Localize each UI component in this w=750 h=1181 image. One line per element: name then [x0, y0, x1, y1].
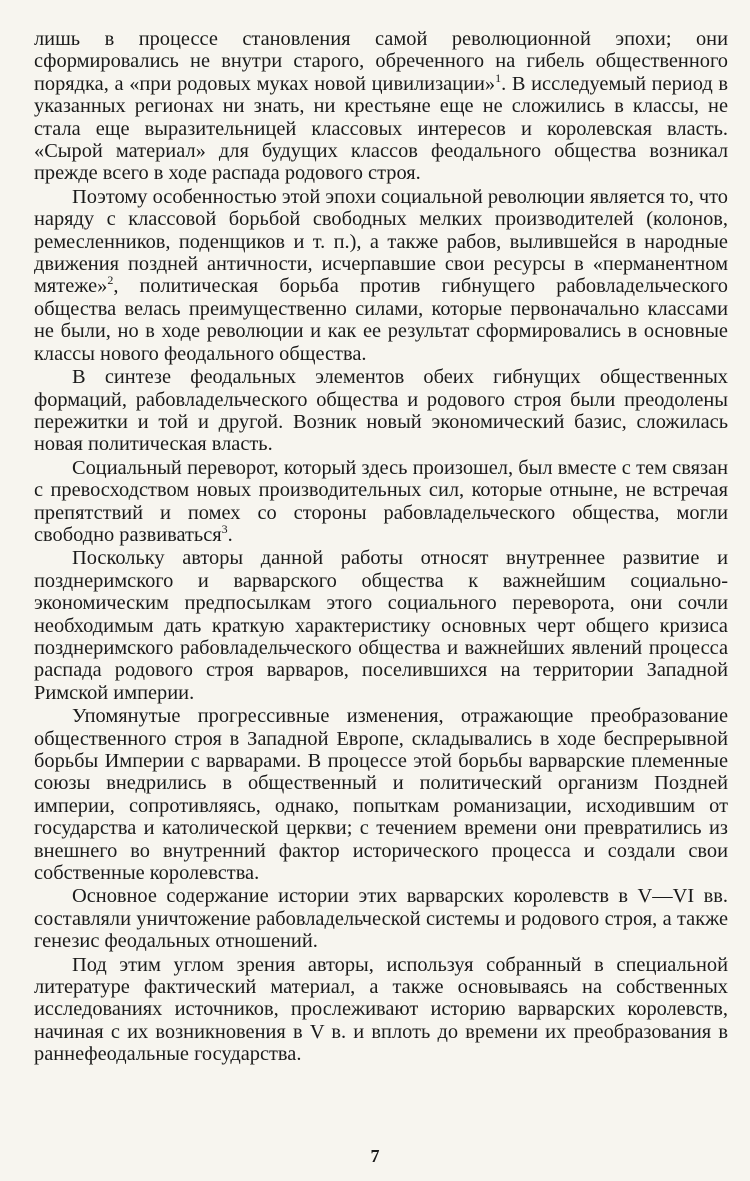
footnote-marker-1: 1 [495, 71, 502, 86]
paragraph-4: Социальный переворот, который здесь произошел, был вместе с тем связан с превосходством новых производительных сил, которые отныне, не встречая препятствий и помех со стороны рабовладельческого общества, могли свободно развиваться$^3$. [34, 456, 728, 546]
paragraph-2: Поэтому особенностью этой эпохи социальной революции является то, что наряду с классовой борьбой свободных мелких производителей (колонов, ремесленников, поденщиков и т. п.), а также рабов, вылившейся в народные движения поздней античности, исчерпавшие свои ресурсы в «перманентном мятеже»$^2$, политическая борьба против гибнущего рабовладельческого общества велась преимущественно силами, которые первоначально классами не были, но в ходе революции и как ее результат сформировались в основные классы нового феодального общества. [34, 185, 728, 365]
footnote-marker-3: 3 [221, 522, 228, 537]
paragraph-8: Под этим углом зрения авторы, используя собранный в специальной литературе фактический материал, а также основываясь на собственных исследованиях источников, прослеживают историю варварских королевств, начиная с их возникновения в V в. и вплоть до времени их преобразования в раннефеодальные государства. [34, 953, 728, 1066]
paragraph-7: Основное содержание истории этих варварских королевств в V—VI вв. составляли уничтожение рабовладельческой системы и родового строя, а также генезис феодальных отношений. [34, 885, 728, 953]
body-text [34, 28, 728, 1066]
footnote-marker-2: 2 [107, 273, 114, 288]
paragraph-1: лишь в процессе становления самой революционной эпохи; они сформировались не внутри старого, обреченного на гибель общественного порядка, а «при родовых муках новой цивилизации»$^1$. В исследуемый период в указанных регионах ни знать, ни крестьяне еще не сложились в классы, не стала еще выразительницей классовых интересов и королевская власть. «Сырой материал» для будущих классов феодального общества возникал прежде всего в ходе распада родового строя. [34, 28, 728, 185]
paragraph-6: Упомянутые прогрессивные изменения, отражающие преобразование общественного строя в Западной Европе, складывались в ходе беспрерывной борьбы Империи с варварами. В процессе этой борьбы варварские племенные союзы внедрились в общественный и политический организм Поздней империи, сопротивляясь, однако, попыткам романизации, исходившим от государства и католической церкви; с течением времени они превратились из внешнего во внутренний фактор исторического процесса и создали свои собственные королевства. [34, 705, 728, 885]
paragraph-5: Поскольку авторы данной работы относят внутреннее развитие и позднеримского и варварского общества к важнейшим социально-экономическим предпосылкам этого социального переворота, они сочли необходимым дать краткую характеристику основных черт общего кризиса позднеримского рабовладельческого общества и важнейших явлений процесса распада родового строя варваров, поселившихся на территории Западной Римской империи. [34, 547, 728, 704]
page-number: 7 [370, 1146, 380, 1166]
paragraph-3: В синтезе феодальных элементов обеих гибнущих общественных формаций, рабовладельческого общества и родового строя были преодолены пережитки и той и другой. Возник новый экономический базис, сложилась новая политическая власть. [34, 366, 728, 456]
